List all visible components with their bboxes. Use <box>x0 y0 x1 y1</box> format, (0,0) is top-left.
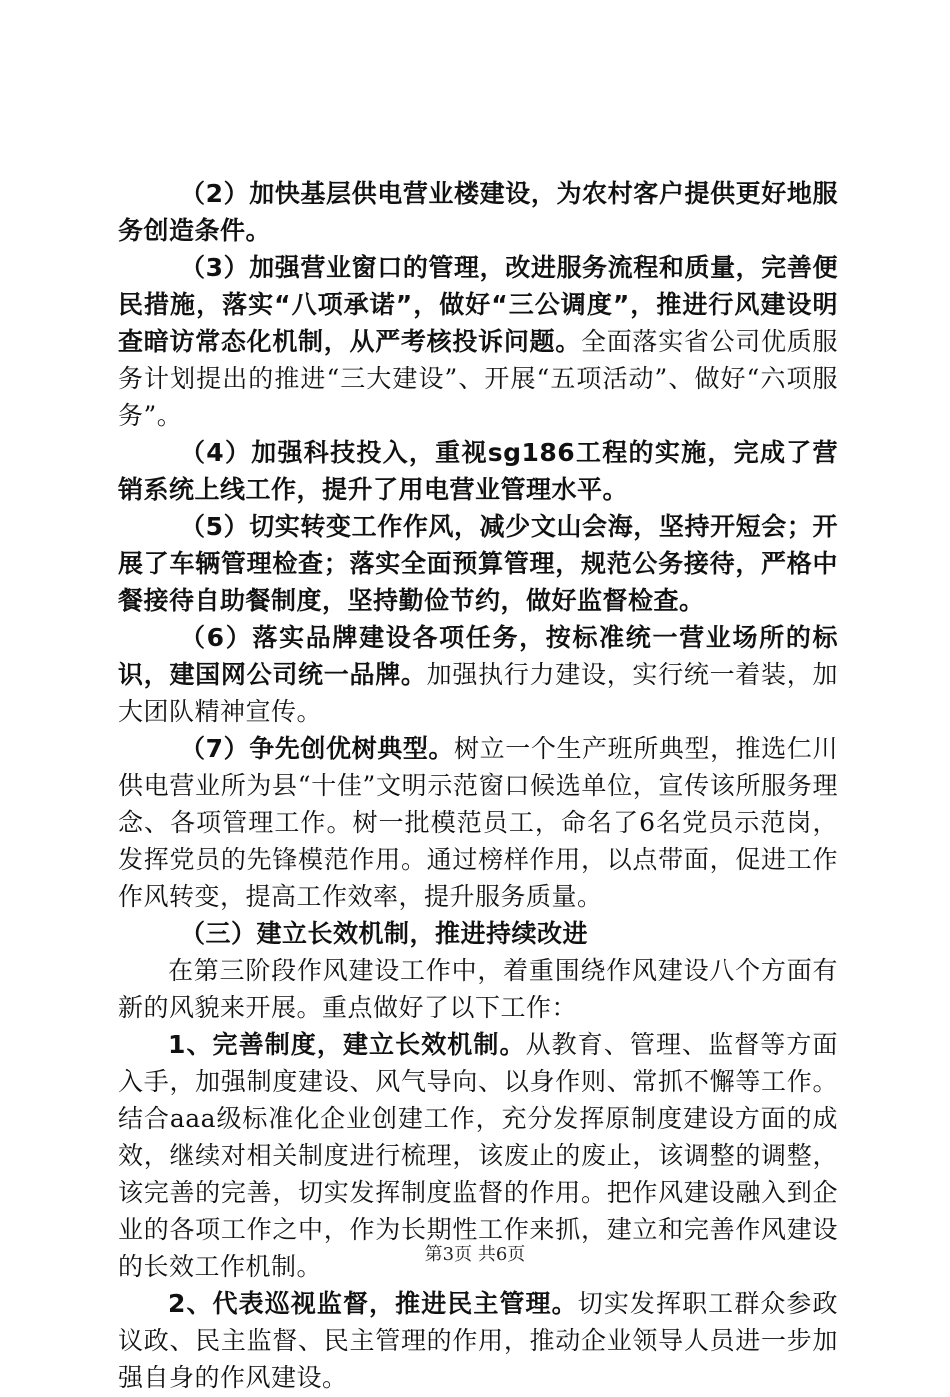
intro-paragraph-text: 在第三阶段作风建设工作中，着重围绕作风建设八个方面有新的风貌来开展。重点做好了以下工作： <box>118 956 838 1022</box>
paragraph-3-normal-text: 全面落实省公司优质服务计划提出的推进“三大建设”、开展“五项活动”、做好“六项服务”。 <box>118 327 838 430</box>
intro-paragraph <box>118 953 838 1027</box>
item-2-normal-text: 切实发挥职工群众参政议政、民主监督、民主管理的作用，推动企业领导人员进一步加强自身的作风建设。 <box>118 1289 838 1392</box>
section-heading-3-text: （三）建立长效机制，推进持续改进 <box>180 919 589 948</box>
page-number-label: 第3页 共6页 <box>424 1244 526 1265</box>
paragraph-7 <box>118 731 838 916</box>
paragraph-7-normal-text: 树立一个生产班所典型，推选仁川供电营业所为县“十佳”文明示范窗口候选单位，宣传该所服务理念、各项管理工作。树一批模范员工，命名了6名党员示范岗，发挥党员的先锋模范作用。通过榜样作用，以点带面，促进工作作风转变，提高工作效率，提升服务质量。 <box>118 734 838 911</box>
paragraph-6 <box>118 620 838 731</box>
item-2 <box>118 1286 838 1397</box>
paragraph-2 <box>118 176 838 250</box>
section-heading-3 <box>118 916 838 953</box>
paragraph-5-text: （5）切实转变工作作风，减少文山会海，坚持开短会；开展了车辆管理检查；落实全面预算管理，规范公务接待，严格中餐接待自助餐制度，坚持勤俭节约，做好监督检查。 <box>118 512 838 615</box>
paragraph-7-bold-text: （7）争先创优树典型。 <box>180 734 455 763</box>
document-body <box>118 176 838 1397</box>
paragraph-5 <box>118 509 838 620</box>
item-1-normal-text: 从教育、管理、监督等方面入手，加强制度建设、风气导向、以身作则、常抓不懈等工作。结合aaa级标准化企业创建工作，充分发挥原制度建设方面的成效，继续对相关制度进行梳理，该废止的废止，该调整的调整，该完善的完善，切实发挥制度监督的作用。把作风建设融入到企业的各项工作之中，作为长期性工作来抓，建立和完善作风建设的长效工作机制。 <box>118 1030 838 1281</box>
paragraph-3 <box>118 250 838 435</box>
item-2-bold-text: 2、代表巡视监督，推进民主管理。 <box>168 1289 578 1318</box>
paragraph-4 <box>118 435 838 509</box>
page-footer <box>0 1240 950 1266</box>
paragraph-3-bold-text: （3）加强营业窗口的管理，改进服务流程和质量，完善便民措施，落实“八项承诺”，做好“三公调度”，推进行风建设明查暗访常态化机制，从严考核投诉问题。 <box>118 253 838 356</box>
paragraph-4-text: （4）加强科技投入，重视sg186工程的实施，完成了营销系统上线工作，提升了用电营业管理水平。 <box>118 438 838 504</box>
paragraph-6-normal-text: 加强执行力建设，实行统一着装，加大团队精神宣传。 <box>118 660 838 726</box>
paragraph-2-text: （2）加快基层供电营业楼建设，为农村客户提供更好地服务创造条件。 <box>118 179 838 245</box>
item-1-bold-text: 1、完善制度，建立长效机制。 <box>168 1030 526 1059</box>
paragraph-6-bold-text: （6）落实品牌建设各项任务，按标准统一营业场所的标识，建国网公司统一品牌。 <box>118 623 838 689</box>
